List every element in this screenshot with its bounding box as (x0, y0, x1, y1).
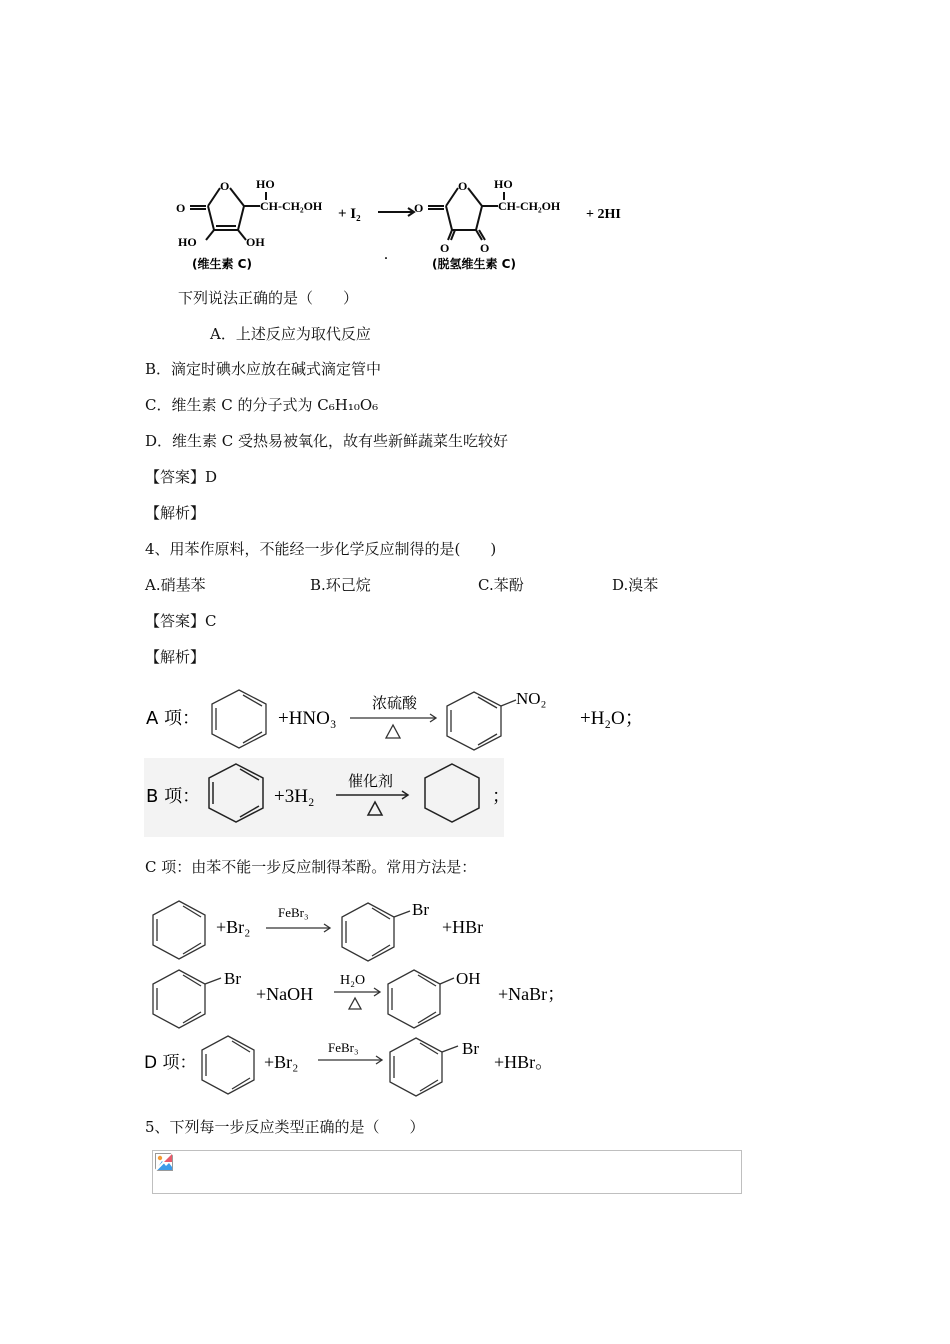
q3-option-d: D．维生素 C 受热易被氧化，故有些新鲜蔬菜生吃较好 (145, 432, 509, 450)
side-chain-label: CH-CH₂OH (260, 199, 323, 213)
q3-option-c-text: C．维生素 C 的分子式为 (145, 396, 318, 414)
dehydro-vitamin-c-label: (脱氢维生素 C) (432, 257, 516, 271)
q4-option-b: B.环己烷 (310, 576, 371, 594)
reaction-c1-tail: +HBr (442, 917, 484, 937)
product-hydroxyl-label: HO (494, 177, 513, 191)
product-ring-oxygen-label: O (458, 179, 468, 193)
reaction-a-reagent: +HNO₃ (278, 708, 337, 729)
reaction-d-condition: FeBr₃ (328, 1040, 359, 1055)
broken-image-placeholder (152, 1150, 742, 1194)
reaction-c1-condition: FeBr₃ (278, 905, 309, 920)
vitamin-c-reaction-figure (168, 168, 648, 282)
reaction-d-reagent: +Br₂ (264, 1052, 299, 1072)
reaction-c2-substituent-in: Br (224, 969, 241, 988)
ring-oxygen-label: O (220, 179, 230, 193)
reaction-c2-reagent: +NaOH (256, 984, 314, 1004)
q4-option-d: D.溴苯 (612, 576, 659, 594)
reaction-c-description: C 项：由苯不能一步反应制得苯酚。常用方法是： (145, 858, 477, 876)
reaction-b-condition: 催化剂 (348, 772, 394, 790)
plus-hi-label: + 2HI (586, 207, 621, 222)
q5-stem: 5、下列每一步反应类型正确的是（ ） (145, 1118, 425, 1136)
reaction-a-substituent: NO₂ (516, 689, 547, 708)
q4-option-c: C.苯酚 (478, 576, 524, 594)
reaction-a-product-tail: +H₂O； (580, 708, 644, 729)
reaction-d-substituent: Br (462, 1039, 479, 1058)
plus-iodine-label: + I₂ (338, 206, 361, 222)
q4-stem: 4、用苯作原料，不能经一步化学反应制得的是( ) (145, 540, 497, 558)
q3-option-b: B．滴定时碘水应放在碱式滴定管中 (145, 360, 382, 378)
reaction-b-label: B 项： (146, 786, 201, 807)
q3-answer: 【答案】D (145, 468, 218, 486)
reaction-a-label: A 项： (146, 708, 201, 729)
reaction-a-condition: 浓硫酸 (372, 694, 418, 712)
reaction-a-figure (144, 682, 664, 761)
q4-answer: 【答案】C (145, 612, 217, 630)
vitamin-c-label: (维生素 C) (192, 257, 252, 271)
reaction-c2-substituent-out: OH (456, 969, 481, 988)
reaction-b-figure (144, 758, 510, 837)
hydroxyl-right-label: OH (246, 235, 265, 249)
q3-option-c (145, 395, 378, 415)
reaction-c1-substituent: Br (412, 900, 429, 919)
q3-option-a: A．上述反应为取代反应 (210, 325, 371, 343)
hydroxyl-left-label: HO (178, 235, 197, 249)
reaction-d-figure (144, 1030, 584, 1104)
carbonyl-oxygen-label: O (176, 201, 186, 215)
reaction-b-tail: ； (492, 786, 510, 807)
product-side-chain-label: CH-CH₂OH (498, 199, 561, 213)
reaction-c2-tail: +NaBr； (498, 984, 566, 1004)
reaction-c2-condition: H₂O (340, 973, 366, 988)
reaction-d-tail: +HBr。 (494, 1052, 554, 1072)
broken-image-icon (155, 1153, 173, 1171)
q4-option-a: A.硝基苯 (145, 576, 206, 594)
product-keto-oxygen-2: O (480, 241, 490, 255)
product-keto-oxygen-1: O (440, 241, 450, 255)
reaction-c2-figure (144, 962, 594, 1036)
q3-analysis-label: 【解析】 (145, 504, 206, 522)
reaction-c1-reagent: +Br₂ (216, 917, 251, 937)
reaction-b-reagent: +3H₂ (274, 786, 315, 807)
product-carbonyl-oxygen-label: O (414, 201, 424, 215)
q3-stem: 下列说法正确的是（ ） (178, 289, 359, 307)
q3-option-c-formula: C₆H₁₀O₆ (317, 396, 379, 414)
q4-analysis-label: 【解析】 (145, 648, 206, 666)
separator-dot: · (384, 251, 389, 265)
reaction-c1-figure (144, 895, 524, 969)
reaction-d-label: D 项： (144, 1053, 197, 1073)
hydroxyl-top-label: HO (256, 177, 275, 191)
